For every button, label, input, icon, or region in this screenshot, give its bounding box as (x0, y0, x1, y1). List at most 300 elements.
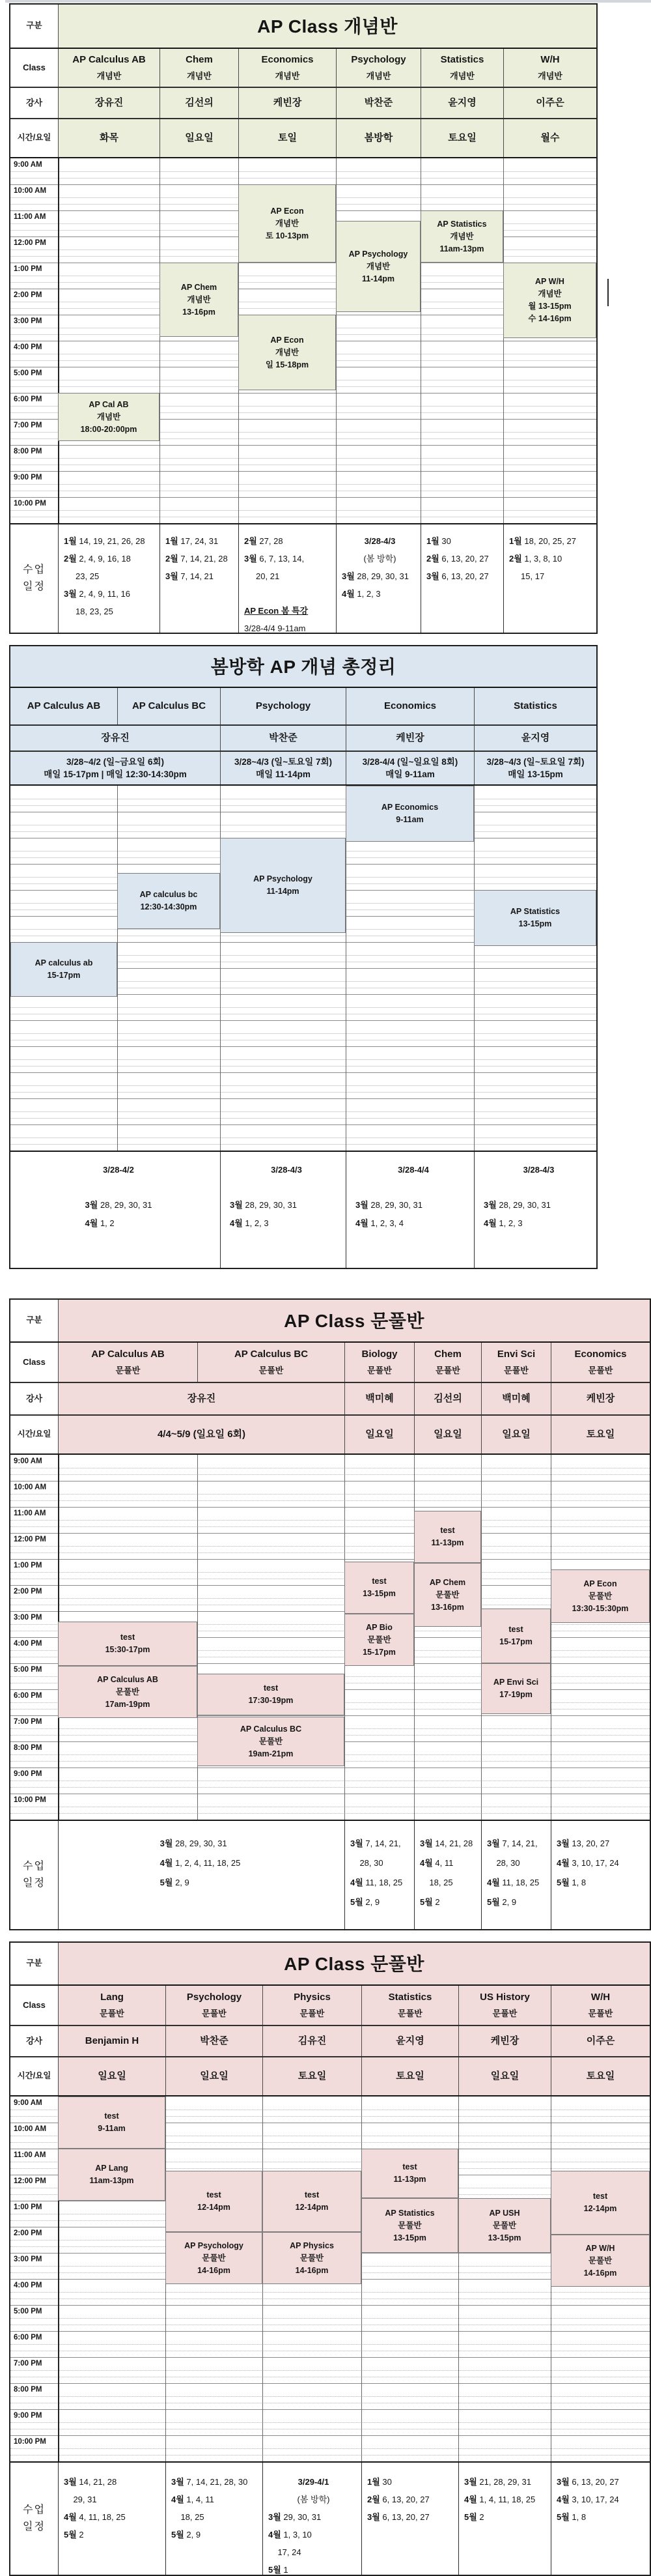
schedule-date-line: 4월 1, 2, 3 (484, 1218, 523, 1228)
hour-gridline (10, 2331, 650, 2332)
hour-label: 6:00 PM (14, 1692, 42, 1700)
footer-cell (336, 524, 421, 633)
block-text: AP Psychology (253, 874, 312, 883)
day-text: 일요일 (98, 2070, 126, 2082)
schedule-date-line: 1월 30 (367, 2477, 392, 2487)
schedule-date-line: 3월 7, 14, 21, (487, 1839, 538, 1848)
day-text: 월수 (540, 132, 560, 143)
test-block (344, 1562, 414, 1614)
class-name: Economics (383, 700, 437, 711)
block-text: test (440, 1526, 455, 1535)
class-subtitle: 문풀반 (504, 1365, 529, 1375)
schedule-date-line: 3/28-4/3 (364, 536, 396, 546)
class-subtitle: 문풀반 (588, 1365, 613, 1375)
day-cell (58, 2057, 165, 2095)
class-row (10, 1986, 650, 2026)
class-name: Statistics (440, 54, 484, 65)
corner-label: 구분 (10, 1300, 58, 1341)
teacher-row-label: 강사 (10, 88, 58, 118)
block-text: AP W/H (585, 2243, 615, 2253)
schedule-date-line: 4월 11, 18, 25 (350, 1878, 403, 1887)
block-text: AP Calculus BC (240, 1724, 302, 1734)
hour-label: 4:00 PM (14, 1640, 42, 1648)
day-cell (344, 1416, 414, 1453)
block-text: AP Statistics (510, 907, 561, 916)
sub-gridline (10, 1787, 650, 1788)
block-text: 개념반 (275, 347, 299, 357)
sub-gridline (10, 1085, 596, 1086)
test-block (551, 2171, 650, 2235)
block-text: test (206, 2190, 221, 2199)
teacher-cell: 박찬준 (165, 2026, 262, 2056)
hour-gridline (10, 1020, 596, 1021)
hour-label: 2:00 PM (14, 291, 42, 299)
test-block (262, 2171, 361, 2232)
block-text: 수 14-16pm (528, 314, 572, 323)
schedule-date-line (355, 1179, 471, 1196)
block-text: 개념반 (96, 412, 121, 422)
schedule-date-line: 3월 7, 14, 21, 28, 30 (171, 2477, 248, 2487)
schedule-date-line: 4월 1, 3, 10 (268, 2530, 312, 2540)
block-text: 13-15pm (393, 2233, 426, 2242)
block-text: AP Bio (366, 1622, 393, 1632)
schedule-date-line: 18, 23, 25 (64, 607, 113, 616)
class-name: W/H (590, 1992, 611, 2003)
schedule-date-line: 5월 1 (268, 2565, 288, 2575)
footer-cell (159, 524, 238, 633)
hour-label: 5:00 PM (14, 369, 42, 377)
day-cell (336, 119, 421, 157)
class-block (458, 2198, 551, 2253)
schedule-label-line: 일정 (23, 2521, 46, 2532)
sub-gridline (10, 1813, 650, 1814)
block-text: AP W/H (535, 277, 564, 286)
sub-gridline (10, 458, 596, 459)
hour-label: 10:00 AM (14, 2125, 47, 2133)
hour-label: 2:00 PM (14, 2229, 42, 2237)
column-separator (458, 2097, 459, 2461)
sub-gridline (10, 2370, 650, 2371)
schedule-date-line: 1월 18, 20, 25, 27 (509, 536, 576, 546)
schedule-table-prob1 (9, 1298, 651, 1930)
teacher-cell: 장유진 (58, 1383, 344, 1414)
hour-label: 7:00 PM (14, 2360, 42, 2368)
class-header-cell (551, 1986, 650, 2025)
hour-gridline (10, 2305, 650, 2306)
teacher-cell: 이주은 (503, 88, 596, 118)
hour-gridline (10, 2435, 650, 2436)
schedule-date-line: 4월 1, 2, 4, 11, 18, 25 (159, 1858, 241, 1868)
title-row (10, 1943, 650, 1986)
column-separator (503, 158, 504, 523)
schedule-date-line: 28, 30 (350, 1858, 383, 1868)
schedule-date-line: 5월 2, 9 (350, 1897, 380, 1907)
schedule-table-prob2 (9, 1941, 651, 2576)
class-header-cell (481, 1343, 551, 1382)
hour-label: 4:00 PM (14, 343, 42, 351)
block-text: 18:00-20:00pm (80, 424, 137, 434)
sub-gridline (10, 1033, 596, 1034)
block-text: 12-14pm (295, 2203, 329, 2212)
block-text: 문풀반 (436, 1590, 460, 1599)
schedule-date-line: 3/28-4/2 (103, 1165, 134, 1175)
hour-label: 10:00 PM (14, 1796, 46, 1804)
footer-cell (10, 1152, 220, 1268)
sub-gridline (10, 2298, 650, 2299)
hour-gridline (10, 2357, 650, 2358)
block-text: 개념반 (366, 261, 391, 271)
hour-label: 1:00 PM (14, 1562, 42, 1569)
schedule-date-line: 3월 6, 13, 20, 27 (426, 571, 489, 581)
schedule-date-line: 4월 1, 2 (85, 1218, 115, 1228)
class-name: Chem (434, 1349, 462, 1360)
block-text: AP Econ (270, 206, 304, 216)
day-cell (10, 752, 220, 784)
day-cell (503, 119, 596, 157)
block-text: 13-16pm (182, 307, 215, 317)
class-subtitle: 개념반 (538, 70, 562, 81)
hour-label: 1:00 PM (14, 265, 42, 273)
hour-gridline (10, 1559, 650, 1560)
schedule-date-line: 28, 30 (487, 1858, 520, 1868)
schedule-date-line: 5월 2, 9 (171, 2530, 201, 2540)
class-subtitle: 문풀반 (398, 2008, 422, 2018)
sub-gridline (10, 831, 596, 832)
sub-gridline (10, 171, 596, 172)
day-cell (159, 119, 238, 157)
schedule-label-line: 일정 (23, 1878, 46, 1889)
hour-label: 9:00 AM (14, 161, 42, 169)
schedule-date-line: 3월 6, 13, 20, 27 (367, 2512, 430, 2522)
hour-label: 8:00 PM (14, 448, 42, 455)
block-text: test (402, 2162, 417, 2171)
block-text: 13:30-15:30pm (572, 1603, 629, 1613)
block-text: 9-11am (98, 2124, 126, 2133)
time-row-label: 시간/요일 (10, 1416, 58, 1453)
schedule-date-line: 2월 27, 28 (244, 536, 283, 546)
gutter-separator (58, 158, 59, 523)
class-header-cell (344, 1343, 414, 1382)
table-title: AP Class 문풀반 (58, 1300, 650, 1341)
schedule-date-line: 3월 14, 21, 28 (420, 1839, 473, 1848)
class-subtitle: 문풀반 (115, 1365, 141, 1375)
class-header-cell (503, 49, 596, 87)
schedule-row-label (10, 1821, 58, 1929)
hour-label: 9:00 AM (14, 2099, 42, 2107)
hour-gridline (10, 1124, 596, 1125)
schedule-date-line: 3월 29, 30, 31 (268, 2512, 322, 2522)
schedule-grid (10, 158, 596, 523)
hour-label: 12:00 PM (14, 1536, 46, 1543)
class-header-cell (10, 688, 117, 724)
footer-cell (474, 1152, 596, 1268)
schedule-label-line: 수업 (23, 1861, 46, 1872)
teacher-row-label: 강사 (10, 2026, 58, 2056)
schedule-date-line: 3월 28, 29, 30, 31 (230, 1200, 297, 1210)
block-text: 개념반 (538, 289, 562, 298)
block-text: 문풀반 (492, 2220, 517, 2230)
class-block (346, 786, 474, 842)
test-block (361, 2149, 458, 2198)
sheets-container (0, 3, 651, 2576)
hour-label: 12:00 PM (14, 2177, 46, 2185)
schedule-row-label (10, 2463, 58, 2575)
class-header-cell (458, 1986, 551, 2025)
sub-gridline (10, 510, 596, 511)
day-cell (414, 1416, 481, 1453)
block-text: AP Statistics (385, 2208, 435, 2218)
class-name: AP Calculus AB (27, 700, 101, 711)
day-text: 일요일 (200, 2070, 229, 2082)
test-block (58, 2097, 165, 2149)
block-text: 11-13pm (393, 2175, 426, 2184)
schedule-date-line: 3월 28, 29, 30, 31 (85, 1200, 152, 1210)
schedule-date-line: 1월 17, 24, 31 (165, 536, 219, 546)
block-text: 15:30-17pm (105, 1645, 150, 1654)
schedule-date-line: 3월 6, 13, 20, 27 (557, 2477, 619, 2487)
block-text: 17:30-19pm (248, 1696, 294, 1705)
sub-gridline (10, 2448, 650, 2449)
footer-cell (346, 1152, 474, 1268)
hour-label: 10:00 PM (14, 500, 46, 508)
hour-label: 1:00 PM (14, 2203, 42, 2211)
class-subtitle: 문풀반 (299, 2008, 325, 2018)
title-row (10, 5, 596, 49)
schedule-footer (10, 523, 596, 633)
hour-label: 5:00 PM (14, 2308, 42, 2315)
hour-label: 10:00 AM (14, 1483, 47, 1491)
hour-label: 2:00 PM (14, 1588, 42, 1596)
class-block (336, 221, 421, 312)
block-text: AP Econ (270, 335, 304, 345)
schedule-date-line: 3월 13, 20, 27 (557, 1839, 610, 1848)
class-block (551, 2235, 650, 2287)
class-header-cell (361, 1986, 458, 2025)
day-text: 3/28~4/3 (일~토요일 7회) (234, 757, 332, 767)
class-header-cell (336, 49, 421, 87)
block-text: 13-16pm (431, 1602, 464, 1612)
hour-label: 12:00 PM (14, 239, 46, 247)
hour-label: 8:00 PM (14, 1744, 42, 1752)
hour-label: 3:00 PM (14, 317, 42, 325)
hour-label: 8:00 PM (14, 2386, 42, 2394)
schedule-date-line: 3/29-4/1 (298, 2477, 329, 2487)
footer-cell (262, 2463, 361, 2575)
schedule-date-line: 5월 1, 8 (557, 2512, 587, 2522)
sub-gridline (10, 2344, 650, 2345)
block-text: AP calculus bc (139, 890, 198, 899)
hour-label: 9:00 PM (14, 1770, 42, 1778)
day-cell (346, 752, 474, 784)
schedule-grid (10, 1455, 650, 1820)
test-block (165, 2171, 262, 2232)
day-text: 일요일 (490, 2070, 519, 2082)
block-text: test (372, 1577, 387, 1586)
class-row (10, 1343, 650, 1383)
class-row-label: Class (10, 1343, 58, 1382)
hour-gridline (10, 471, 596, 472)
schedule-date-line: 3월 28, 29, 30, 31 (342, 571, 409, 581)
footer-cell (238, 524, 336, 633)
class-header-cell (117, 688, 220, 724)
footer-cell (551, 2463, 650, 2575)
hour-label: 10:00 AM (14, 187, 47, 195)
class-name: AP Calculus BC (132, 700, 206, 711)
block-text: 11-13pm (431, 1538, 464, 1547)
footer-cell (481, 1821, 551, 1929)
day-row (10, 752, 596, 786)
class-subtitle: 문풀반 (492, 2008, 518, 2018)
teacher-cell: 백미혜 (344, 1383, 414, 1414)
schedule-date-line: 4월 1, 4, 11, 18, 25 (464, 2495, 536, 2504)
schedule-row-label (10, 524, 58, 633)
hour-label: 6:00 PM (14, 2334, 42, 2341)
teacher-cell: 윤지영 (474, 726, 596, 751)
block-text: 19am-21pm (248, 1749, 294, 1758)
schedule-table-spring (9, 645, 598, 1269)
schedule-date-line: 3월 28, 29, 30, 31 (484, 1200, 551, 1210)
schedule-date-line: 5월 1, 8 (557, 1878, 587, 1887)
class-name: Envi Sci (497, 1349, 536, 1360)
block-text: 14-16pm (197, 2265, 230, 2275)
schedule-date-line: 29, 31 (64, 2495, 97, 2504)
block-text: AP Lang (95, 2164, 128, 2173)
hour-label: 11:00 AM (14, 1510, 46, 1517)
day-cell (458, 2057, 551, 2095)
day-text: 3/28-4/4 (일~일요일 8회) (362, 757, 458, 767)
day-text: 토요일 (448, 132, 477, 143)
column-separator (117, 786, 118, 1151)
teacher-cell: 케빈장 (346, 726, 474, 751)
class-subtitle: 개념반 (366, 70, 391, 81)
class-subtitle: 문풀반 (588, 2008, 613, 2018)
class-row-label: Class (10, 1986, 58, 2025)
schedule-date-line (230, 1179, 343, 1196)
sub-gridline (10, 1500, 650, 1501)
schedule-date-line: 4월 3, 10, 17, 24 (557, 2495, 619, 2504)
sub-gridline (10, 1118, 596, 1119)
class-name: Lang (100, 1992, 124, 2003)
footer-cell (414, 1821, 481, 1929)
class-name: Physics (294, 1992, 331, 2003)
schedule-date-line: 2월 2, 4, 9, 16, 18 (64, 554, 131, 564)
schedule-label-line: 일정 (23, 581, 46, 592)
day-text: 토일 (278, 132, 297, 143)
day-cell (421, 119, 503, 157)
hour-gridline (10, 2383, 650, 2384)
table-title: 봄방학 AP 개념 총정리 (10, 646, 596, 687)
column-separator (336, 158, 337, 523)
teacher-cell: 장유진 (58, 88, 159, 118)
block-text: 개념반 (275, 218, 299, 228)
sub-gridline (10, 484, 596, 485)
block-text: 14-16pm (583, 2268, 617, 2278)
sub-gridline (10, 1494, 650, 1495)
class-block (58, 2149, 165, 2201)
corner-label: 구분 (10, 1943, 58, 1984)
class-row (10, 49, 596, 88)
block-text: 12:30-14:30pm (140, 902, 197, 911)
block-text: 11am-13pm (439, 244, 484, 253)
test-block (58, 1622, 197, 1666)
day-text: 3/28~4/2 (일~금요일 6회) (66, 757, 164, 767)
teacher-row (10, 2026, 650, 2057)
schedule-date-line: 1월 14, 19, 21, 26, 28 (64, 536, 145, 546)
class-block (481, 1663, 551, 1714)
schedule-date-line: 4월 1, 4, 11 (171, 2495, 214, 2504)
class-subtitle: 문풀반 (258, 1365, 284, 1375)
day-cell (220, 752, 346, 784)
class-block (159, 263, 238, 337)
day-row (10, 2057, 650, 2097)
schedule-date-line: 5월 2 (420, 1897, 440, 1907)
class-subtitle: 문풀반 (436, 1365, 460, 1375)
class-name: Economics (574, 1349, 627, 1360)
sub-gridline (10, 1059, 596, 1060)
hour-gridline (10, 1533, 650, 1534)
schedule-date-line: 15, 17 (509, 571, 545, 581)
day-cell (551, 2057, 650, 2095)
schedule-grid (10, 2097, 650, 2461)
hour-label: 7:00 PM (14, 1718, 42, 1726)
class-block (197, 1717, 344, 1766)
class-block (238, 315, 336, 390)
class-name: Economics (261, 54, 314, 65)
hour-label: 3:00 PM (14, 1614, 42, 1622)
block-text: 17-19pm (499, 1690, 533, 1699)
class-header-cell (551, 1343, 650, 1382)
day-text: 토요일 (298, 2070, 327, 2082)
sub-gridline (10, 805, 596, 806)
hour-gridline (10, 2409, 650, 2410)
teacher-cell: 장유진 (10, 726, 220, 751)
hour-label: 6:00 PM (14, 395, 42, 403)
class-block (117, 873, 220, 929)
class-subtitle: 개념반 (96, 70, 122, 81)
schedule-date-line: 3월 14, 21, 28 (64, 2477, 117, 2487)
sub-gridline (10, 2396, 650, 2397)
teacher-row (10, 1383, 650, 1416)
schedule-date-line: 2월 6, 13, 20, 27 (426, 554, 489, 564)
footer-cell (165, 2463, 262, 2575)
schedule-date-line: 5월 2, 9 (487, 1897, 517, 1907)
class-name: Biology (361, 1349, 398, 1360)
footer-cell (361, 2463, 458, 2575)
class-block (503, 263, 596, 338)
class-block (551, 1569, 650, 1623)
schedule-date-line: 4월 11, 18, 25 (487, 1878, 540, 1887)
sub-gridline (10, 1007, 596, 1008)
schedule-date-line (484, 1179, 594, 1196)
schedule-date-line: 3/28-4/3 (523, 1165, 555, 1175)
block-text: 13-15pm (488, 2233, 521, 2242)
day-text: 4/4~5/9 (일요일 6회) (157, 1428, 246, 1440)
teacher-cell: 김선의 (414, 1383, 481, 1414)
schedule-date-line: 3월 28, 29, 30, 31 (159, 1839, 227, 1848)
schedule-date-line: 3/28-4/3 (271, 1165, 302, 1175)
teacher-cell: 윤지영 (421, 88, 503, 118)
block-text: 개념반 (450, 231, 474, 241)
class-row (10, 688, 596, 726)
hour-label: 9:00 PM (14, 2412, 42, 2420)
hour-label: 11:00 AM (14, 213, 46, 221)
schedule-date-line: 3월 21, 28, 29, 31 (464, 2477, 531, 2487)
schedule-date-line (244, 585, 333, 602)
test-block (414, 1511, 481, 1563)
sub-gridline (10, 1092, 596, 1093)
footer-cell-inner (160, 1834, 241, 1893)
block-text: AP USH (489, 2208, 520, 2218)
